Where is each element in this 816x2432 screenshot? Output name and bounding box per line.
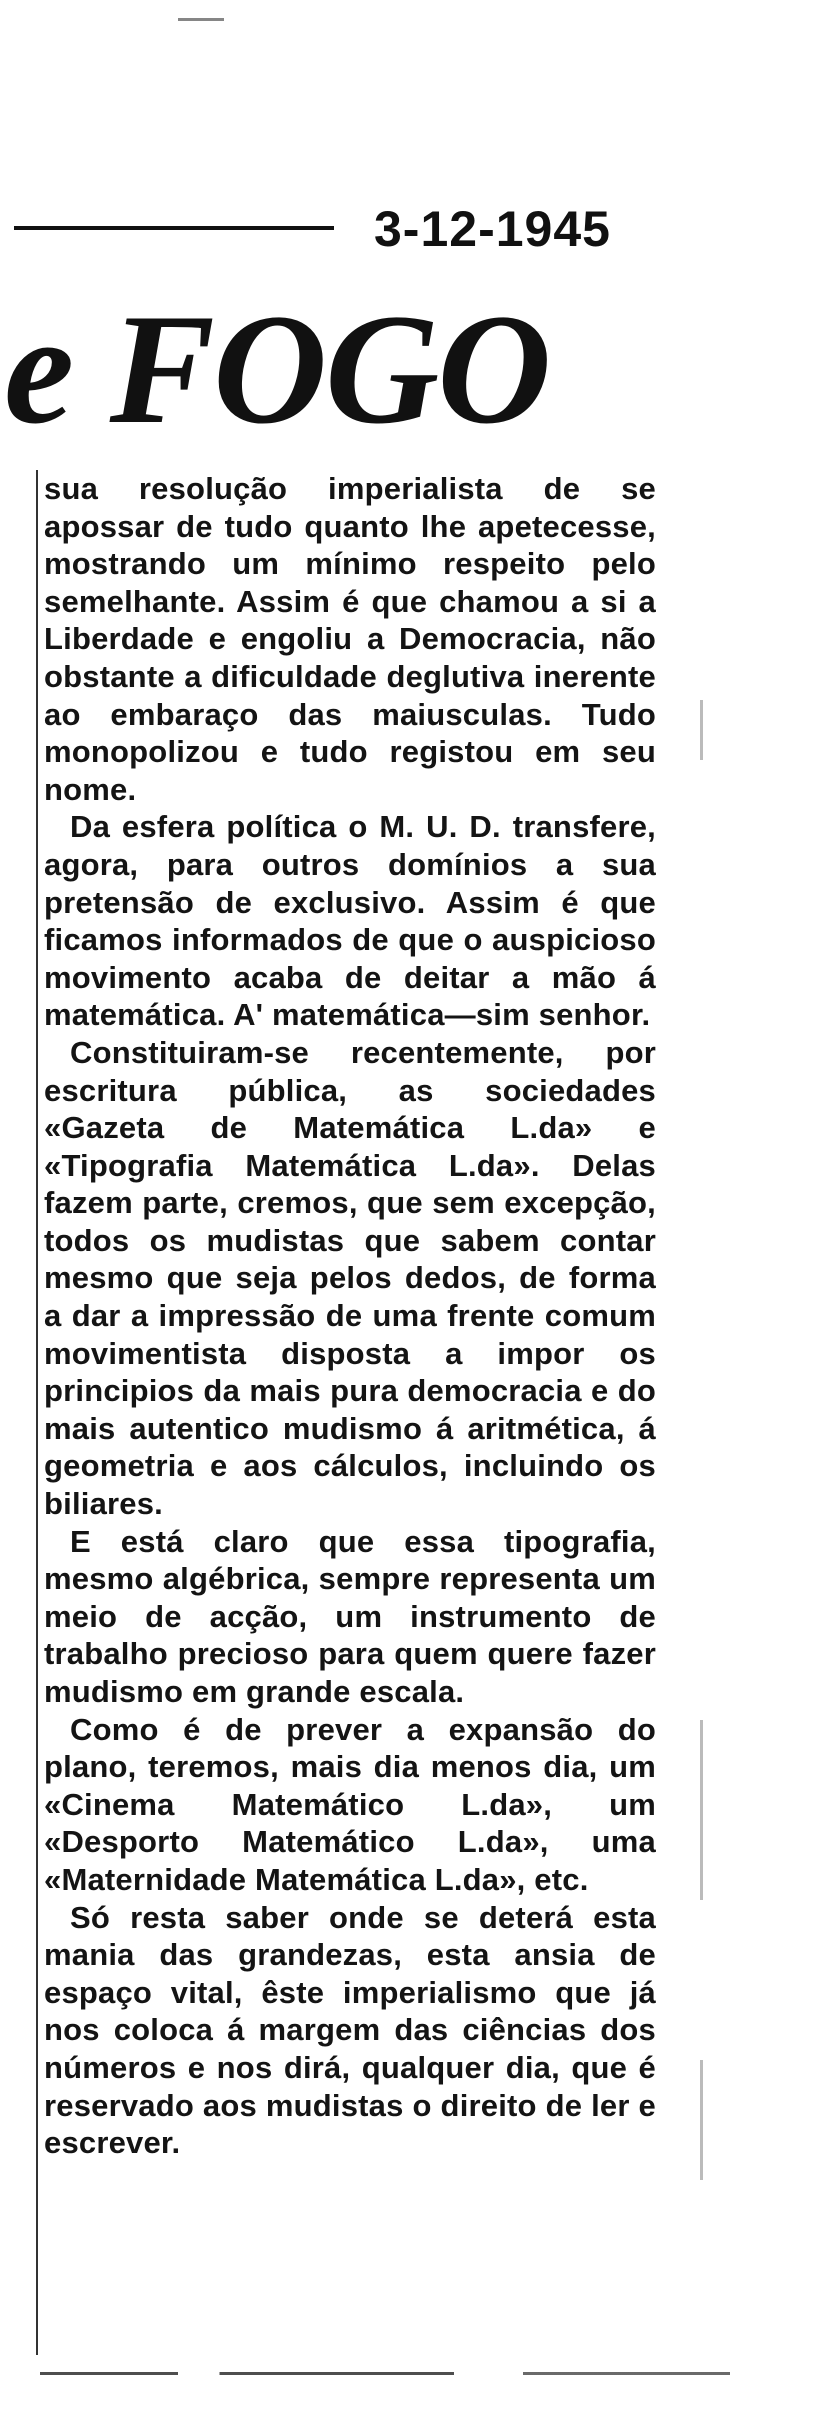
publication-date: 3-12-1945 <box>374 201 611 257</box>
article-paragraph: Só resta saber onde se deterá esta mania das grandezas, esta ansia de espaço vital, êste imperialismo que já nos coloca á margem das ciências dos números e nos dirá, qualquer dia, que é reservado aos mudistas o direito de ler e escrever. <box>44 1899 656 2161</box>
headline: e FOGO <box>4 282 550 457</box>
article-paragraph: Como é de prever a expansão do plano, teremos, mais dia menos dia, um «Cinema Matemático L.da», um «Desporto Matemático L.da», uma «Maternidade Matemática L.da», etc. <box>44 1711 656 1897</box>
scan-speckle <box>700 700 703 760</box>
dateline-rule <box>14 226 334 230</box>
article-paragraph: sua resolução imperialista de se apossar de tudo quanto lhe apetecesse, mostrando um mínimo respeito pelo semelhante. Assim é que chamou a si a Liberdade e engoliu a Democracia, não obstante a dificuldade deglutiva inerente ao embaraço das maiusculas. Tudo monopolizou e tudo registou em seu nome. <box>44 471 656 807</box>
article-paragraph: Constituiram-se recentemente, por escritura pública, as sociedades «Gazeta de Matemática L.da» e «Tipografia Matemática L.da». Delas fazem parte, cremos, que sem excepção, todos os mudistas que sabem contar mesmo que seja pelos dedos, de forma a dar a impressão de uma frente comum movimentista disposta a impor os principios da mais pura democracia e do mais autentico mudismo á aritmética, á geometria e aos cálculos, incluindo os biliares. <box>44 1034 656 1522</box>
article-column <box>36 470 656 2355</box>
scan-speckle <box>700 1720 703 1900</box>
bottom-rule <box>40 2372 730 2375</box>
article-paragraph: Da esfera política o M. U. D. transfere, agora, para outros domínios a sua pretensão de exclusivo. Assim é que ficamos informados de que o auspicioso movimento acaba de deitar a mão á matemática. A' matemática—sim senhor. <box>44 809 656 1033</box>
dateline <box>0 200 620 270</box>
scan-mark <box>178 18 224 21</box>
article-paragraph: E está claro que essa tipografia, mesmo algébrica, sempre representa um meio de acção, um instrumento de trabalho precioso para quem quere fazer mudismo em grande escala. <box>44 1523 656 1709</box>
scan-speckle <box>700 2060 703 2180</box>
